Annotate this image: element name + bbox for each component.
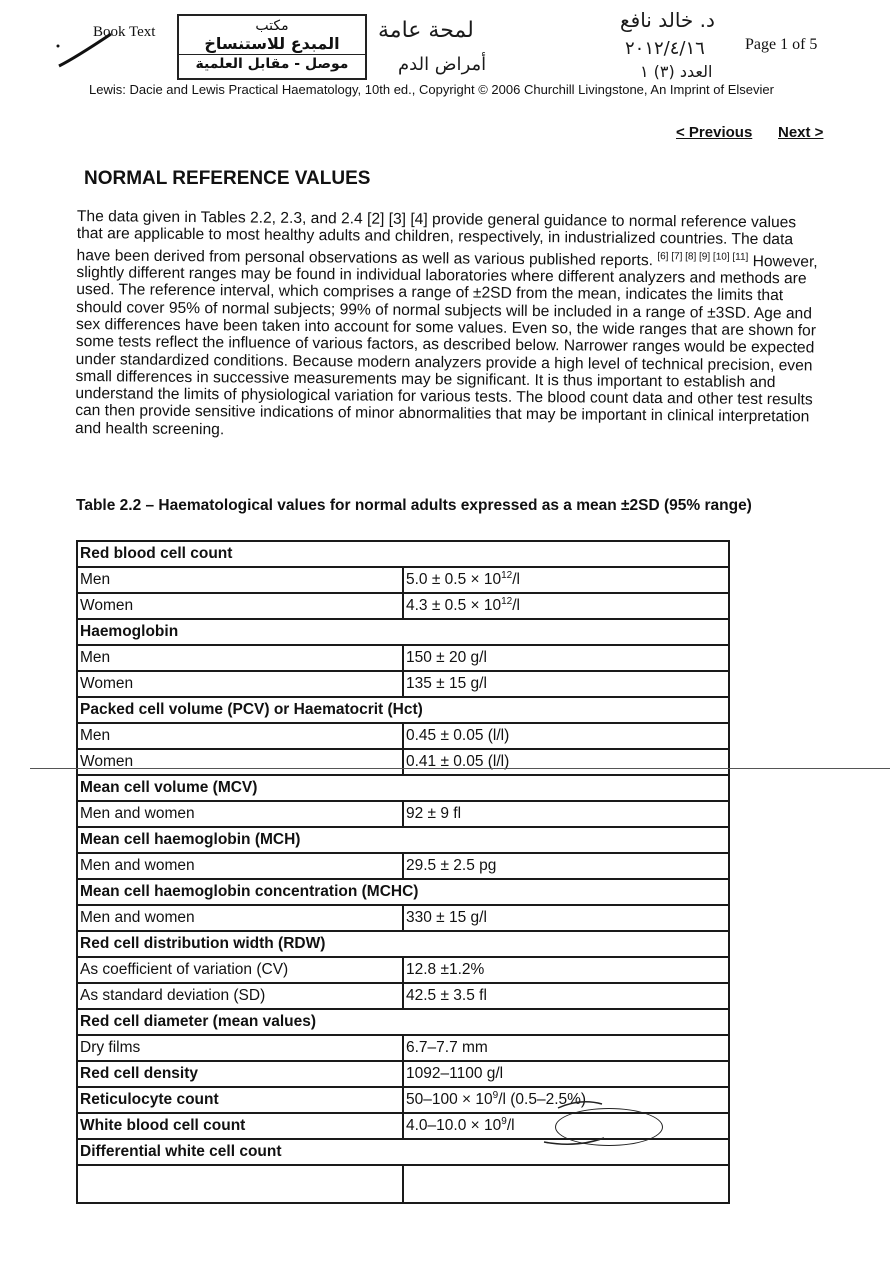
copy-shop-stamp xyxy=(177,14,367,80)
value-text: 0.45 ± 0.05 (l/l) xyxy=(406,727,510,744)
value-text: 29.5 ± 2.5 pg xyxy=(406,857,497,874)
table-row xyxy=(77,853,729,879)
row-value xyxy=(403,749,729,775)
handwritten-pen-marks xyxy=(540,1090,610,1150)
intro-paragraph xyxy=(75,208,822,444)
row-label: Men and women xyxy=(77,853,403,879)
row-label: Men and women xyxy=(77,801,403,827)
stamp-line-3: موصل - مقابل العلمية xyxy=(179,54,365,73)
pen-stroke-mark xyxy=(55,28,115,70)
value-unit: /l xyxy=(512,597,520,615)
table-row xyxy=(77,1061,729,1087)
value-text: 5.0 ± 0.5 × 10 xyxy=(406,571,502,589)
handwritten-author: د. خالد نافع xyxy=(620,8,715,32)
group-heading: Red blood cell count xyxy=(77,541,729,567)
row-label: Men xyxy=(77,645,403,671)
row-value xyxy=(403,723,729,749)
group-heading: Haemoglobin xyxy=(77,619,729,645)
row-label: Red cell density xyxy=(77,1061,403,1087)
reference-markers[interactable]: [6] [7] [8] [9] [10] [11] xyxy=(657,250,749,263)
table-row xyxy=(77,645,729,671)
value-text: 50–100 × 10 xyxy=(406,1091,493,1109)
next-link[interactable]: Next > xyxy=(778,124,824,141)
value-exponent: 12 xyxy=(501,570,513,582)
book-citation: Lewis: Dacie and Lewis Practical Haematology, 10th ed., Copyright © 2006 Churchill Livingstone, An Imprint of Elsevier xyxy=(89,82,774,97)
row-label: As coefficient of variation (CV) xyxy=(77,957,403,983)
row-value xyxy=(403,671,729,697)
table-row xyxy=(77,567,729,593)
table-row xyxy=(77,983,729,1009)
table-row xyxy=(77,723,729,749)
handwritten-title: لمحة عامة xyxy=(378,18,474,43)
table-group-row xyxy=(77,1009,729,1035)
row-label: Reticulocyte count xyxy=(77,1087,403,1113)
previous-link[interactable]: < Previous xyxy=(676,124,753,141)
value-text: 135 ± 15 g/l xyxy=(406,675,487,692)
row-label xyxy=(77,1165,403,1203)
group-heading: Differential white cell count xyxy=(77,1139,729,1165)
handwritten-subtitle: أمراض الدم xyxy=(398,54,487,75)
paragraph-text-part-1: The data given in Tables 2.2, 2.3, and 2.4 [2] [3] [4] provide general guidance to normal reference values that are applicable to most healthy adults and children, respectively, in industrialized countries. The data have been derived from personal observations as well as various published reports. xyxy=(76,208,797,269)
table-group-row xyxy=(77,827,729,853)
scan-artifact-line xyxy=(30,768,890,769)
value-exponent: 9 xyxy=(492,1090,499,1102)
row-value xyxy=(403,853,729,879)
book-text-label: Book Text xyxy=(93,24,156,40)
row-label: Women xyxy=(77,593,403,619)
row-label: Women xyxy=(77,671,403,697)
table-row xyxy=(77,801,729,827)
value-exponent: 9 xyxy=(501,1116,507,1128)
stamp-line-1: مكتب xyxy=(255,18,289,34)
group-heading: Mean cell haemoglobin (MCH) xyxy=(77,827,729,853)
table-row xyxy=(77,749,729,775)
value-text: 330 ± 15 g/l xyxy=(406,909,487,926)
group-heading: Mean cell volume (MCV) xyxy=(77,775,729,801)
table-caption: Table 2.2 – Haematological values for normal adults expressed as a mean ±2SD (95% range) xyxy=(76,497,752,514)
row-value xyxy=(403,567,729,593)
value-text: 42.5 ± 3.5 fl xyxy=(406,987,487,1004)
haematology-values-table xyxy=(76,540,730,1204)
value-text: 4.0–10.0 × 10 xyxy=(406,1117,502,1135)
table-row xyxy=(77,671,729,697)
table-group-row xyxy=(77,697,729,723)
group-heading: Mean cell haemoglobin concentration (MCHC) xyxy=(77,879,729,905)
paragraph-text-part-2: However, slightly different ranges may be found in individual laboratories where different analyzers and methods are used. The reference interval, which comprises a range of ±2SD from the mean, indicates the limits that should cover 95% of normal subjects; 99% of normal subjects will be included in a range of ±3SD. Age and sex differences have been taken into account for some values. Even so, the wide ranges that are shown for some tests reflect the influence of various factors, as described below. Narrower ranges would be expected under standardized conditions. Because modern analyzers provide a high level of technical precision, even small differences in successive measurements may be significant. It is thus important to establish and understand the limits of physiological variation for various tests. The blood count data and other test results can then provide sensitive indications of minor abnormalities that may be important in clinical interpretation and health screening. xyxy=(75,252,818,439)
value-text: 150 ± 20 g/l xyxy=(406,649,487,666)
value-text: 4.3 ± 0.5 × 10 xyxy=(406,597,502,615)
row-value xyxy=(403,645,729,671)
group-heading: Packed cell volume (PCV) or Haematocrit (Hct) xyxy=(77,697,729,723)
value-text: 1092–1100 g/l xyxy=(406,1065,504,1082)
page-indicator: Page 1 of 5 xyxy=(745,36,818,53)
row-label: Men and women xyxy=(77,905,403,931)
row-value xyxy=(403,1061,729,1087)
row-value xyxy=(403,1165,729,1203)
group-heading: Red cell distribution width (RDW) xyxy=(77,931,729,957)
handwritten-date: ٢٠١٢/٤/١٦ xyxy=(625,38,705,59)
table-row xyxy=(77,1165,729,1203)
table-row xyxy=(77,593,729,619)
table-group-row xyxy=(77,931,729,957)
row-label: Men xyxy=(77,723,403,749)
value-text: 0.41 ± 0.05 (l/l) xyxy=(406,753,510,770)
row-label: Women xyxy=(77,749,403,775)
table-group-row xyxy=(77,541,729,567)
group-heading: Red cell diameter (mean values) xyxy=(77,1009,729,1035)
value-unit: /l xyxy=(512,571,520,589)
table-row xyxy=(77,905,729,931)
row-value xyxy=(403,983,729,1009)
row-value xyxy=(403,957,729,983)
row-value xyxy=(403,593,729,619)
stamp-line-2: المبدع للاستنساخ xyxy=(204,34,340,53)
row-value xyxy=(403,801,729,827)
row-value xyxy=(403,905,729,931)
row-label: Dry films xyxy=(77,1035,403,1061)
value-exponent: 12 xyxy=(501,596,513,608)
row-label: Men xyxy=(77,567,403,593)
handwritten-number: العدد (٣) ١ xyxy=(640,62,713,81)
value-unit: /l (0.5–2.5%) xyxy=(498,1091,587,1109)
value-text: 6.7–7.7 mm xyxy=(406,1039,488,1056)
value-unit: /l xyxy=(506,1117,515,1135)
table-group-row xyxy=(77,879,729,905)
row-label: White blood cell count xyxy=(77,1113,403,1139)
table-group-row xyxy=(77,775,729,801)
table-row xyxy=(77,957,729,983)
section-title: NORMAL REFERENCE VALUES xyxy=(84,168,371,189)
row-label: As standard deviation (SD) xyxy=(77,983,403,1009)
row-value xyxy=(403,1035,729,1061)
value-text: 12.8 ±1.2% xyxy=(406,961,485,978)
table-row xyxy=(77,1035,729,1061)
value-text: 92 ± 9 fl xyxy=(406,805,462,822)
table-group-row xyxy=(77,619,729,645)
